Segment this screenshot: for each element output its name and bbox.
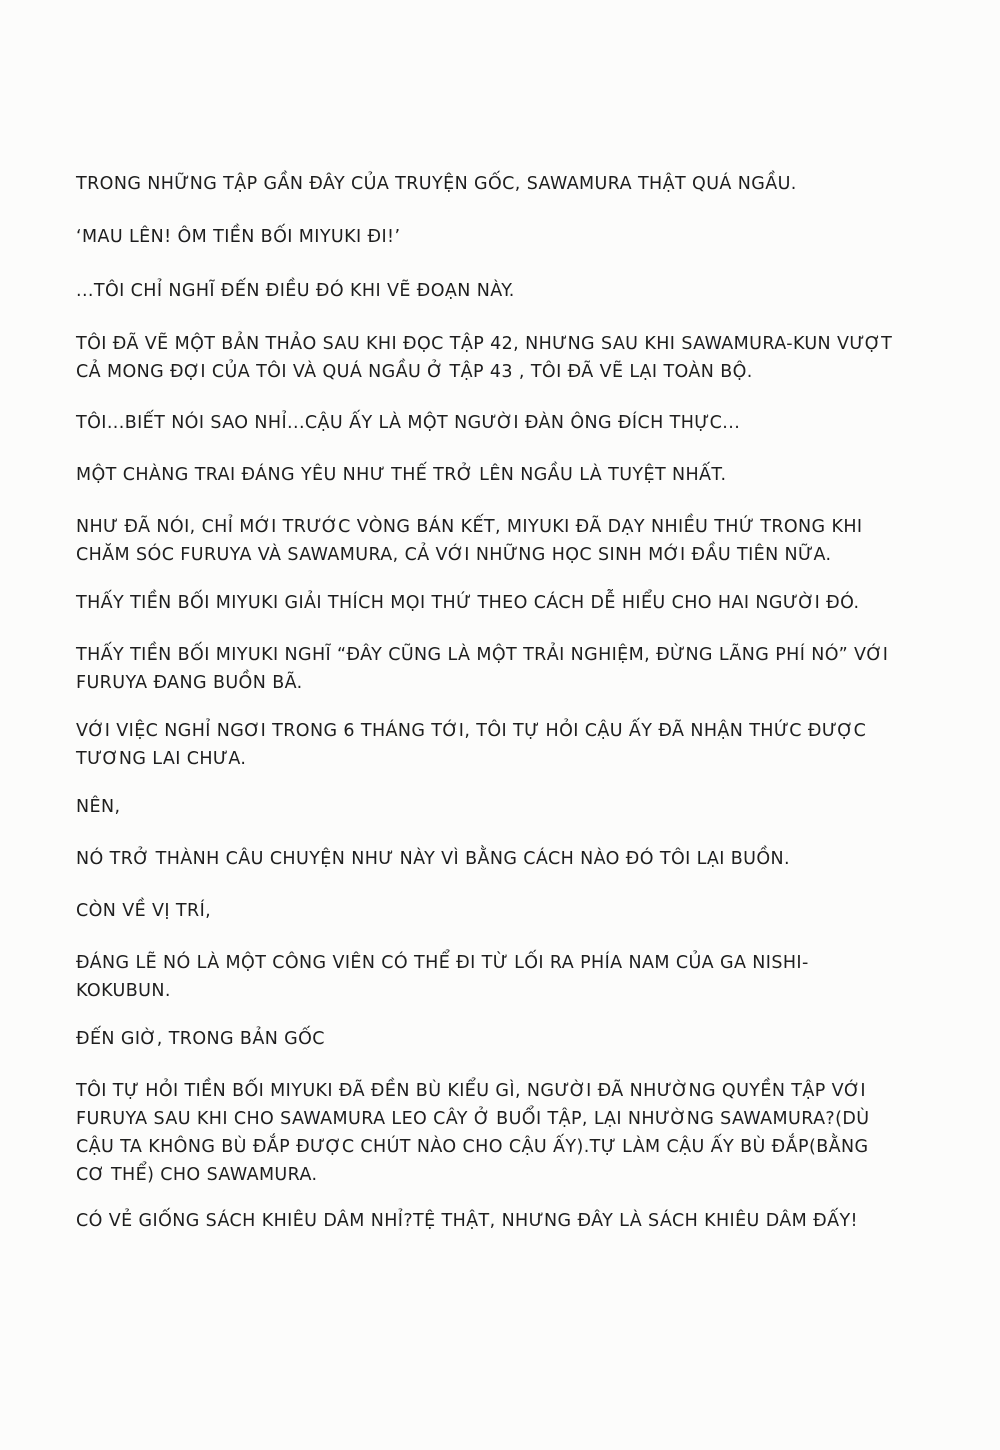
text-line: NÓ TRỞ THÀNH CÂU CHUYỆN NHƯ NÀY VÌ BẰNG CÁCH NÀO ĐÓ TÔI LẠI BUỒN. [76, 849, 790, 869]
paragraph-17 [76, 1207, 936, 1235]
text-line: KOKUBUN. [76, 981, 171, 1001]
paragraph-7 [76, 513, 936, 569]
text-line: ‘MAU LÊN! ÔM TIỀN BỐI MIYUKI ĐI!’ [76, 227, 401, 247]
text-line: CÒN VỀ VỊ TRÍ, [76, 901, 212, 921]
text-line: THẤY TIỀN BỐI MIYUKI GIẢI THÍCH MỌI THỨ THEO CÁCH DỄ HIỂU CHO HAI NGƯỜI ĐÓ. [76, 593, 860, 613]
text-line: NHƯ ĐÃ NÓI, CHỈ MỚI TRƯỚC VÒNG BÁN KẾT, MIYUKI ĐÃ DẠY NHIỀU THỨ TRONG KHI [76, 517, 863, 537]
paragraph-8 [76, 589, 936, 617]
paragraph-10 [76, 717, 936, 773]
paragraph-4 [76, 330, 936, 386]
text-line: CHĂM SÓC FURUYA VÀ SAWAMURA, CẢ VỚI NHỮNG HỌC SINH MỚI ĐẦU TIÊN NỮA. [76, 545, 832, 565]
paragraph-2 [76, 223, 936, 251]
text-line: THẤY TIỀN BỐI MIYUKI NGHĨ “ĐÂY CŨNG LÀ MỘT TRẢI NGHIỆM, ĐỪNG LÃNG PHÍ NÓ” VỚI [76, 645, 889, 665]
text-line: TÔI TỰ HỎI TIỀN BỐI MIYUKI ĐÃ ĐỀN BÙ KIỂU GÌ, NGƯỜI ĐÃ NHƯỜNG QUYỀN TẬP VỚI [76, 1081, 866, 1101]
text-line: NÊN, [76, 797, 121, 817]
text-line: TÔI...BIẾT NÓI SAO NHỈ...CẬU ẤY LÀ MỘT NGƯỜI ĐÀN ÔNG ĐÍCH THỰC... [76, 413, 741, 433]
paragraph-11 [76, 793, 936, 821]
text-line: CÓ VẺ GIỐNG SÁCH KHIÊU DÂM NHỈ?TỆ THẬT, NHƯNG ĐÂY LÀ SÁCH KHIÊU DÂM ĐẤY! [76, 1211, 858, 1231]
paragraph-1 [76, 170, 936, 198]
paragraph-3 [76, 277, 936, 305]
text-line: ĐẾN GIỜ, TRONG BẢN GỐC [76, 1029, 325, 1049]
paragraph-5 [76, 409, 936, 437]
paragraph-16 [76, 1077, 936, 1189]
text-line: TÔI ĐÃ VẼ MỘT BẢN THẢO SAU KHI ĐỌC TẬP 42, NHƯNG SAU KHI SAWAMURA-KUN VƯỢT [76, 334, 893, 354]
paragraph-6 [76, 461, 936, 489]
text-line: TRONG NHỮNG TẬP GẦN ĐÂY CỦA TRUYỆN GỐC, SAWAMURA THẬT QUÁ NGẦU. [76, 174, 797, 194]
text-line: VỚI VIỆC NGHỈ NGƠI TRONG 6 THÁNG TỚI, TÔI TỰ HỎI CẬU ẤY ĐÃ NHẬN THỨC ĐƯỢC [76, 721, 867, 741]
text-line: CƠ THỂ) CHO SAWAMURA. [76, 1165, 318, 1185]
paragraph-13 [76, 897, 936, 925]
text-line: FURUYA ĐANG BUỒN BÃ. [76, 673, 303, 693]
paragraph-14 [76, 949, 936, 1005]
text-line: TƯƠNG LAI CHƯA. [76, 749, 247, 769]
paragraph-9 [76, 641, 936, 697]
text-line: ĐÁNG LẼ NÓ LÀ MỘT CÔNG VIÊN CÓ THỂ ĐI TỪ LỐI RA PHÍA NAM CỦA GA NISHI- [76, 953, 809, 973]
text-line: MỘT CHÀNG TRAI ĐÁNG YÊU NHƯ THẾ TRỞ LÊN NGẦU LÀ TUYỆT NHẤT. [76, 465, 727, 485]
text-line: ...TÔI CHỈ NGHĨ ĐẾN ĐIỀU ĐÓ KHI VẼ ĐOẠN NÀY. [76, 281, 515, 301]
text-line: CẬU TA KHÔNG BÙ ĐẮP ĐƯỢC CHÚT NÀO CHO CẬU ẤY).TỰ LÀM CẬU ẤY BÙ ĐẮP(BẰNG [76, 1137, 869, 1157]
paragraph-15 [76, 1025, 936, 1053]
text-line: CẢ MONG ĐỢI CỦA TÔI VÀ QUÁ NGẦU Ở TẬP 43 , TÔI ĐÃ VẼ LẠI TOÀN BỘ. [76, 362, 753, 382]
text-line: FURUYA SAU KHI CHO SAWAMURA LEO CÂY Ở BUỔI TẬP, LẠI NHƯỜNG SAWAMURA?(DÙ [76, 1109, 870, 1129]
paragraph-12 [76, 845, 936, 873]
